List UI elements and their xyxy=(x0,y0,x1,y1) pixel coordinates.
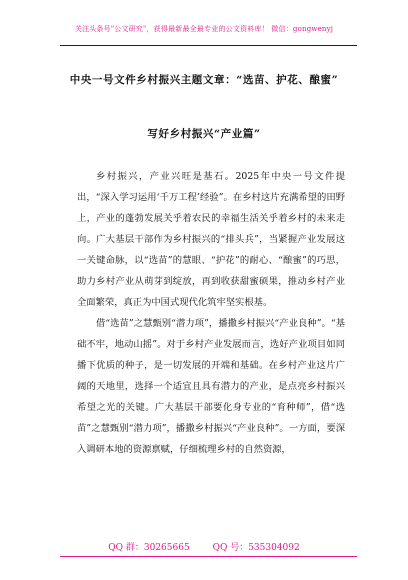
document-subtitle: 写好乡村振兴“产业篇” xyxy=(147,128,261,140)
document-title: 中央一号文件乡村振兴主题文章：“选苗、护花、酿蜜” xyxy=(69,74,339,86)
qq-group-number: QQ 群：30265665 xyxy=(108,543,190,553)
footer-contacts xyxy=(0,540,408,553)
footer-divider xyxy=(60,556,357,557)
header-banner: 关注头条号"公文研究"，获得最新最全最专业的公文资料库！ 微信：gongwenyj xyxy=(74,25,334,33)
body-paragraph: 借“选苗”之慧甄别“潜力项”，播撒乡村振兴“产业良种”。“基础不牢，地动山摇”。对于乡村产业发展而言，选好产业项目如同播下优质的种子，是一切发展的开端和基础。在乡村产业这片广阔的天地里，选择一个适宜且具有潜力的产业，是点亮乡村振兴希望之光的关键。广大基层干部要化身专业的“育种师”，借“选苗”之慧甄别“潜力项”，播撒乡村振兴“产业良种”。一方面，要深入调研本地的资源禀赋，仔细梳理乡村的自然资源， xyxy=(77,318,345,455)
body-paragraph: 乡村振兴，产业兴旺是基石。2025年中央一号文件提出，“深入学习运用‘千万工程’经验”。在乡村这片充满希望的田野上，产业的蓬勃发展关乎着农民的幸福生活关乎着乡村的未来走向。广大基层干部作为乡村振兴的“排头兵”，当紧握产业发展这一关键命脉，以“选苗”的慧眼、“护花”的耐心、“酿蜜”的巧思，助力乡村产业从萌芽到绽放，再到收获甜蜜硕果，推动乡村产业全面繁荣，真正为中国式现代化筑牢坚实根基。 xyxy=(77,171,345,308)
qq-number: QQ 号：535304092 xyxy=(212,543,300,553)
header-divider xyxy=(60,45,357,46)
document-body xyxy=(77,166,345,460)
